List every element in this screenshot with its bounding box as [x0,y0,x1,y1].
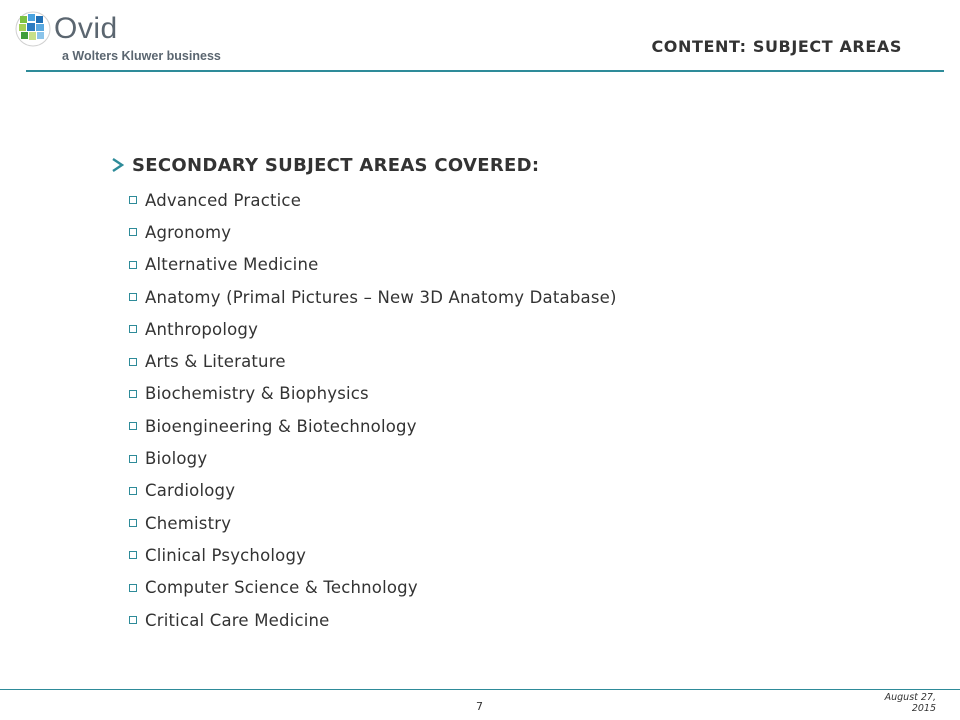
footer-date-line1: August 27, [884,692,936,703]
footer-divider [0,689,960,690]
list-item-label: Computer Science & Technology [145,578,418,598]
list-item-label: Chemistry [145,513,232,533]
footer-date-line2: 2015 [911,703,936,714]
subject-list [112,184,617,636]
list-item [129,604,617,636]
slide-content [112,152,617,636]
list-item-label: Advanced Practice [145,190,302,210]
logo-tagline: a Wolters Kluwer business [62,49,221,63]
list-item [129,313,617,345]
list-item-label: Clinical Psychology [145,545,307,565]
square-box-icon [129,584,137,592]
list-item-label: Biochemistry & Biophysics [145,384,369,404]
list-item [129,249,617,281]
logo-name: Ovid [54,12,118,45]
globe-icon [14,10,52,48]
list-item [129,281,617,313]
list-item [129,539,617,571]
list-item [129,507,617,539]
square-box-icon [129,196,137,204]
list-item [129,410,617,442]
footer-date [856,692,936,714]
slide-title: CONTENT: SUBJECT AREAS [651,37,902,56]
list-item [129,572,617,604]
list-item-label: Arts & Literature [145,352,286,372]
square-box-icon [129,519,137,527]
list-item-label: Alternative Medicine [145,255,319,275]
list-item-label: Agronomy [145,222,232,242]
list-item [129,345,617,377]
square-box-icon [129,293,137,301]
square-box-icon [129,422,137,430]
square-box-icon [129,487,137,495]
section-heading-row [112,152,617,178]
list-item-label: Anatomy (Primal Pictures – New 3D Anatomy Database) [145,287,617,307]
list-item-label: Biology [145,449,208,469]
square-box-icon [129,551,137,559]
list-item-label: Cardiology [145,481,236,501]
square-box-icon [129,325,137,333]
list-item-label: Critical Care Medicine [145,610,330,630]
list-item-label: Bioengineering & Biotechnology [145,416,417,436]
square-box-icon [129,358,137,366]
square-box-icon [129,228,137,236]
list-item [129,184,617,216]
square-box-icon [129,390,137,398]
page-number: 7 [476,700,483,713]
list-item [129,475,617,507]
square-box-icon [129,455,137,463]
arrow-right-icon [112,158,124,172]
list-item [129,442,617,474]
section-heading: SECONDARY SUBJECT AREAS COVERED: [132,154,540,176]
list-item [129,378,617,410]
square-box-icon [129,261,137,269]
list-item [129,216,617,248]
list-item-label: Anthropology [145,319,259,339]
logo [14,10,254,63]
header-divider [26,70,944,72]
square-box-icon [129,616,137,624]
